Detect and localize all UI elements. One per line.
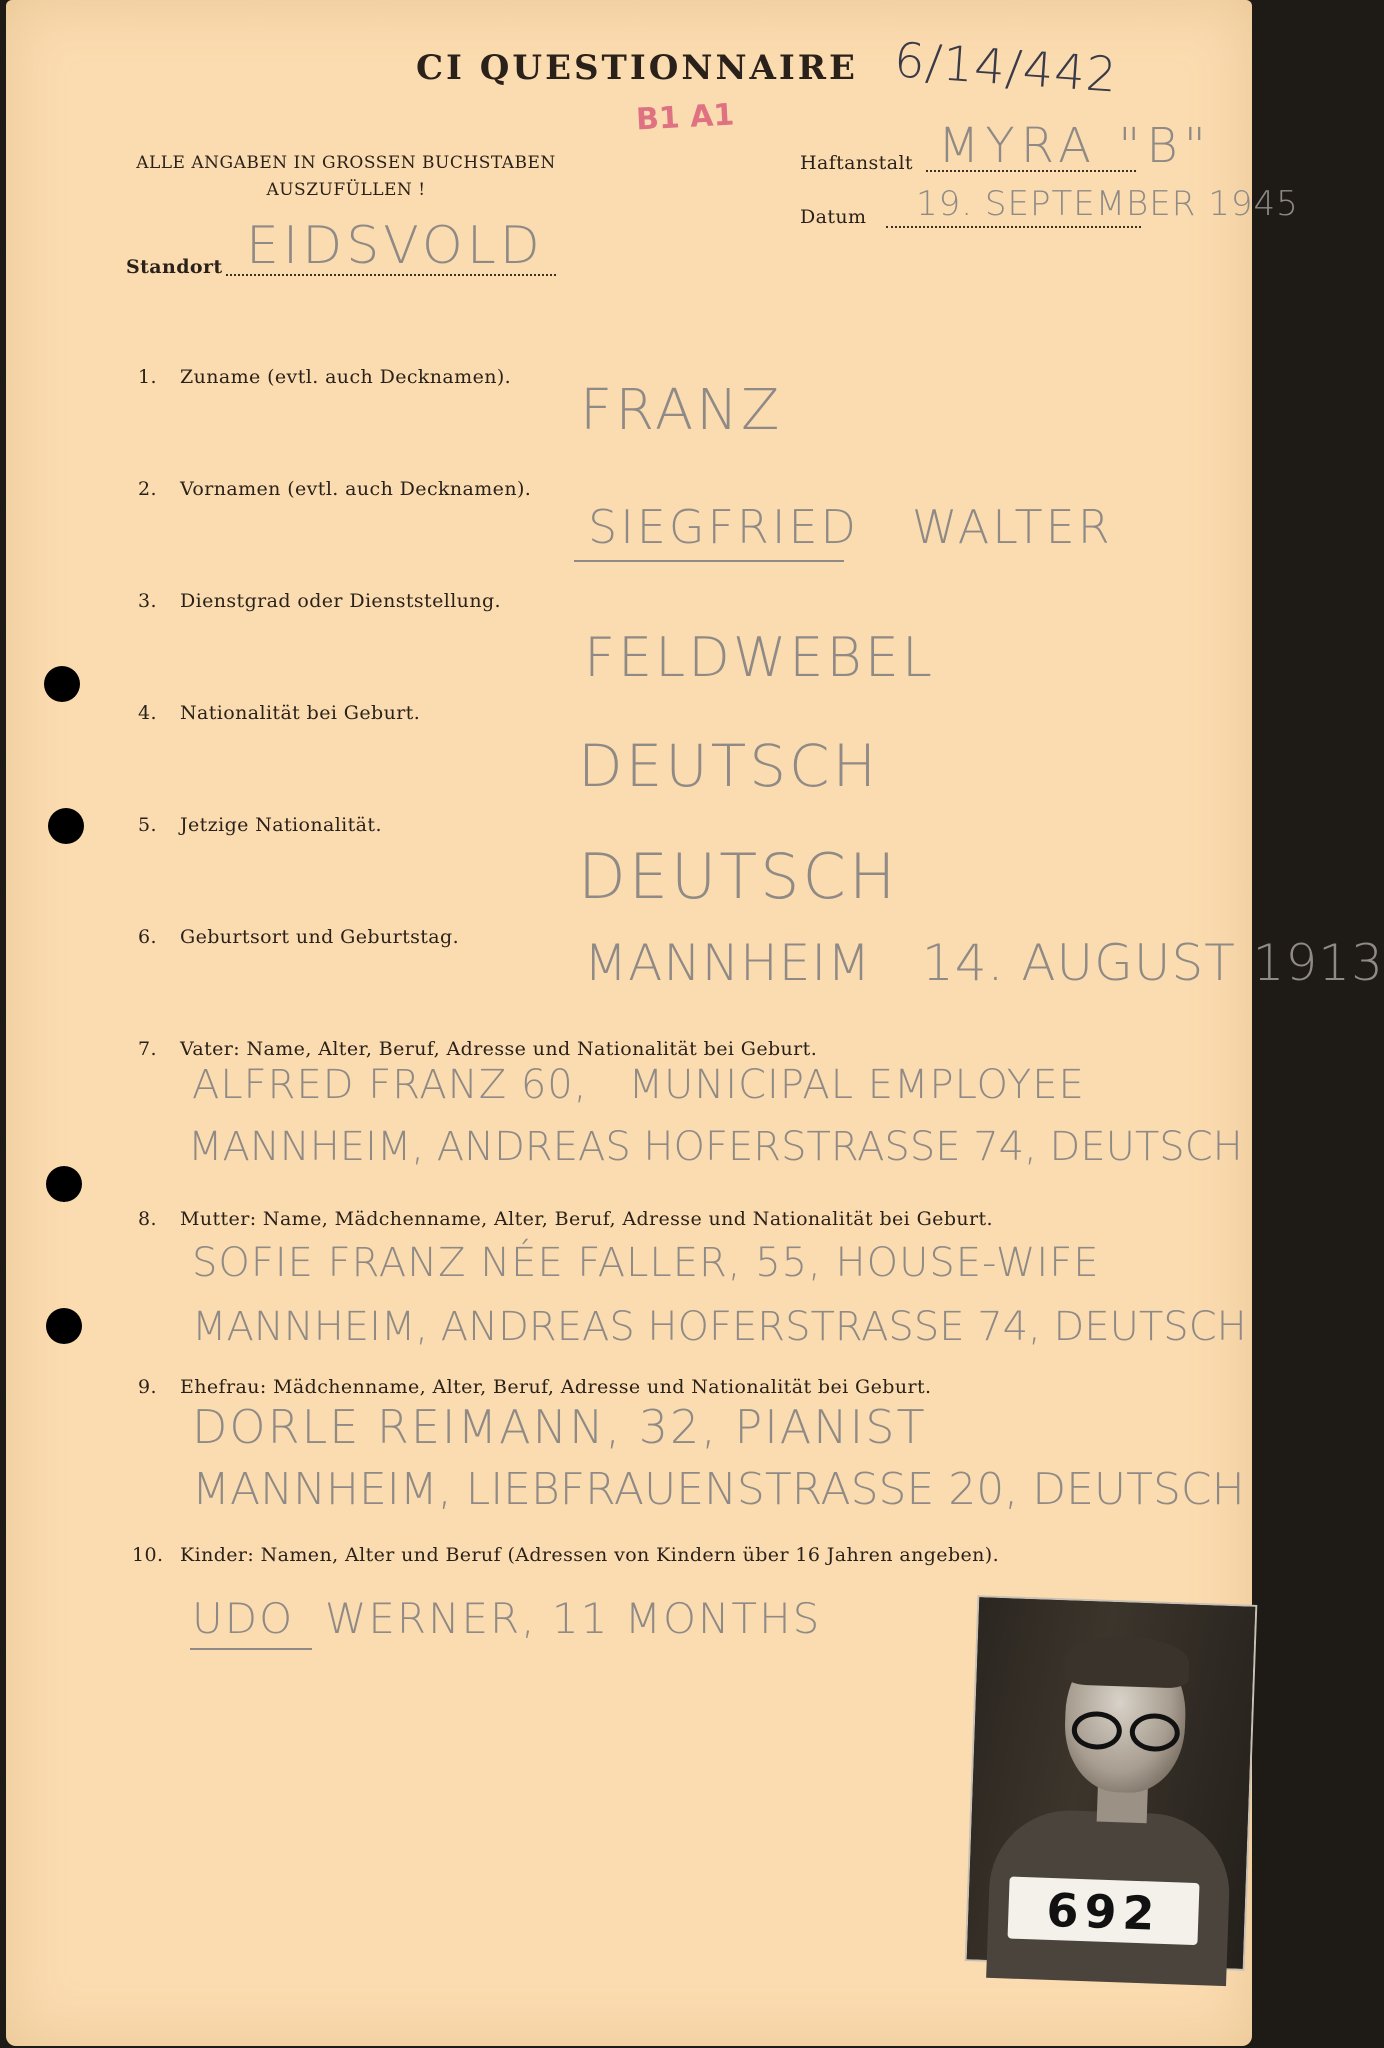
q2-answer: SIEGFRIED WALTER [588, 500, 1113, 554]
haftanstalt-value: MYRA "B" [938, 118, 1212, 174]
q10-number: 10. [132, 1544, 164, 1566]
q7-answer-line-2: MANNHEIM, ANDREAS HOFERSTRASSE 74, DEUTSCH [188, 1124, 1243, 1170]
datum-label: Datum [800, 206, 867, 228]
q3-label: Dienstgrad oder Dienststellung. [180, 590, 501, 612]
instructions-line-1: ALLE ANGABEN IN GROSSEN BUCHSTABEN [136, 153, 556, 173]
q2-underline [574, 560, 844, 562]
q5-number: 5. [138, 814, 157, 836]
q3-answer: FELDWEBEL [584, 626, 935, 689]
q8-label: Mutter: Name, Mädchenname, Alter, Beruf, Adresse und Nationalität bei Geburt. [180, 1208, 993, 1230]
instructions-line-2: AUSZUFÜLLEN ! [266, 180, 426, 200]
punch-hole [46, 1166, 82, 1202]
q4-answer: DEUTSCH [578, 732, 880, 800]
punch-hole [48, 808, 84, 844]
punch-hole [46, 1308, 82, 1344]
q8-number: 8. [138, 1208, 157, 1230]
standort-value: EIDSVOLD [246, 216, 544, 276]
prisoner-photo [967, 1597, 1255, 1968]
q4-label: Nationalität bei Geburt. [180, 702, 421, 724]
q8-answer-line-1: SOFIE FRANZ NÉE FALLER, 55, HOUSE-WIFE [192, 1240, 1100, 1286]
datum-value: 19. SEPTEMBER 1945 [916, 184, 1299, 224]
q9-number: 9. [138, 1376, 157, 1398]
q7-number: 7. [138, 1038, 157, 1060]
q7-label: Vater: Name, Alter, Beruf, Adresse und Nationalität bei Geburt. [180, 1038, 818, 1060]
q5-label: Jetzige Nationalität. [180, 814, 382, 836]
haftanstalt-label: Haftanstalt [800, 152, 913, 174]
q6-number: 6. [138, 926, 157, 948]
questionnaire-sheet [6, 0, 1384, 2046]
q3-number: 3. [138, 590, 157, 612]
q1-number: 1. [138, 366, 157, 388]
q10-answer: UDO WERNER, 11 MONTHS [192, 1594, 822, 1643]
stamp-mark: B1 A1 [635, 97, 736, 138]
standort-label: Standort [126, 256, 223, 278]
q10-underline [190, 1648, 312, 1650]
q6-answer: MANNHEIM 14. AUGUST 1913 [584, 934, 1384, 992]
q8-answer-line-2: MANNHEIM, ANDREAS HOFERSTRASSE 74, DEUTSCH [192, 1304, 1247, 1350]
prisoner-number: 692 [1045, 1882, 1162, 1941]
instructions [116, 150, 576, 204]
punch-hole [44, 666, 80, 702]
q2-label: Vornamen (evtl. auch Decknamen). [180, 478, 532, 500]
q4-number: 4. [138, 702, 157, 724]
q9-label: Ehefrau: Mädchenname, Alter, Beruf, Adresse und Nationalität bei Geburt. [180, 1376, 932, 1398]
q9-answer-line-1: DORLE REIMANN, 32, PIANIST [192, 1400, 927, 1454]
q6-label: Geburtsort und Geburtstag. [180, 926, 460, 948]
photo-glasses [1071, 1711, 1182, 1745]
form-title: CI QUESTIONNAIRE [416, 48, 858, 88]
q1-answer: FRANZ [580, 378, 783, 443]
q1-label: Zuname (evtl. auch Decknamen). [180, 366, 512, 388]
q9-answer-line-2: MANNHEIM, LIEBFRAUENSTRASSE 20, DEUTSCH [192, 1464, 1245, 1515]
q5-answer: DEUTSCH [578, 840, 899, 913]
file-number: 6/14/442 [892, 32, 1120, 104]
datum-line [886, 226, 1141, 228]
q10-label: Kinder: Namen, Alter und Beruf (Adressen von Kindern über 16 Jahren angeben). [180, 1544, 1000, 1566]
q2-number: 2. [138, 478, 157, 500]
q7-answer-line-1: ALFRED FRANZ 60, MUNICIPAL EMPLOYEE [192, 1062, 1085, 1108]
